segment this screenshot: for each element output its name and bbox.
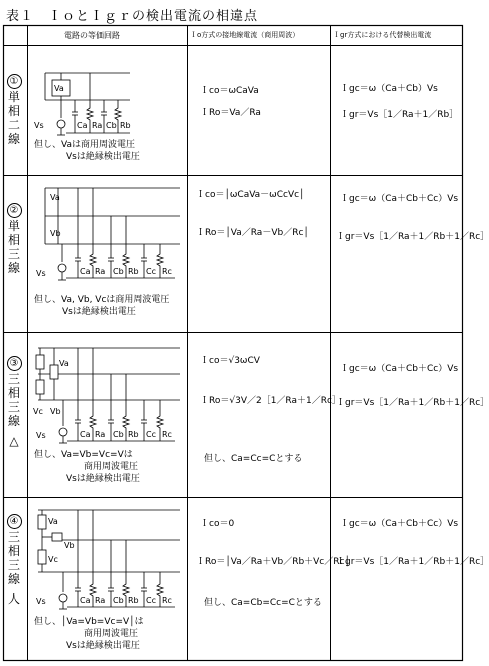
circuit-diagram-row1 xyxy=(45,73,130,135)
circuit-diagram-row4 xyxy=(38,510,180,609)
io-row4-line3: 但し、Ca=Cb=Cc=Cとする xyxy=(204,598,322,608)
svg-text:Va: Va xyxy=(54,84,64,93)
header-igr-method: Ｉgr方式における代替検出電流 xyxy=(333,31,432,39)
row-label-4: ④ 三 相 三 線 人 xyxy=(7,516,20,606)
svg-text:Vb: Vb xyxy=(64,541,75,550)
io-row2-line2: ＩRo＝│Va／Ra－Vb／Rc│ xyxy=(196,228,309,238)
header-circuit: 電路の等価回路 xyxy=(64,31,120,40)
note-row3-line2: 商用周波電圧 xyxy=(84,462,139,472)
svg-text:Cc: Cc xyxy=(146,596,156,605)
igr-row3-line2: Ｉgr＝Vs［1／Ra＋1／Rb＋1／Rc］ xyxy=(336,398,489,408)
svg-text:Vb: Vb xyxy=(50,407,61,416)
svg-text:Ra: Ra xyxy=(95,596,106,605)
note-row4-line3: Vsは絶縁検出電圧 xyxy=(66,641,140,651)
svg-text:Va: Va xyxy=(50,193,60,202)
svg-text:Ca: Ca xyxy=(80,267,91,276)
svg-text:Rb: Rb xyxy=(120,121,131,130)
svg-text:Rb: Rb xyxy=(128,430,139,439)
io-row1-line2: ＩRo＝Va／Ra xyxy=(200,108,261,118)
svg-text:Va: Va xyxy=(59,359,69,368)
svg-text:Vs: Vs xyxy=(36,597,46,606)
io-row3-line1: Ｉco＝√3ωCV xyxy=(200,356,260,366)
io-row3-line3: 但し、Ca=Cc=Cとする xyxy=(204,454,303,464)
note-row2-line1: 但し、Va, Vb, Vcは商用周波電圧 xyxy=(34,295,170,305)
svg-text:Ra: Ra xyxy=(95,430,106,439)
io-row1-line1: Ｉco＝ωCaVa xyxy=(200,86,259,96)
svg-text:Cc: Cc xyxy=(146,267,156,276)
svg-text:Rc: Rc xyxy=(162,596,172,605)
note-row2-line2: Vsは絶縁検出電圧 xyxy=(62,307,136,317)
row-label-1: ① 単 相 二 線 xyxy=(7,76,20,146)
svg-text:Vb: Vb xyxy=(50,229,61,238)
svg-text:Cb: Cb xyxy=(113,267,124,276)
svg-text:Rc: Rc xyxy=(162,267,172,276)
note-row4-line2: 商用周波電圧 xyxy=(84,629,139,639)
svg-text:Rb: Rb xyxy=(128,596,139,605)
svg-text:Rc: Rc xyxy=(162,430,172,439)
header-io-method: Ｉo方式の接地線電流（商用周波） xyxy=(190,31,300,39)
svg-text:Vs: Vs xyxy=(36,431,46,440)
circuit-diagram-row3 xyxy=(36,348,180,443)
svg-text:Ca: Ca xyxy=(77,121,88,130)
igr-row1-line1: Ｉgc＝ω（Ca＋Cb）Vs xyxy=(340,84,438,94)
io-row2-line1: Ｉco＝│ωCaVa－ωCcVc│ xyxy=(196,190,305,200)
note-row1-line1: 但し、Vaは商用周波電圧 xyxy=(34,140,135,150)
svg-text:Ra: Ra xyxy=(92,121,103,130)
row-label-3: ③ 三 相 三 線 △ xyxy=(7,358,20,448)
igr-row4-line1: Ｉgc＝ω（Ca＋Cb＋Cc）Vs xyxy=(340,519,459,529)
igr-row3-line1: Ｉgc＝ω（Ca＋Cb＋Cc）Vs xyxy=(340,364,459,374)
igr-row4-line2: Ｉgr＝Vs［1／Ra＋1／Rb＋1／Rc］ xyxy=(336,557,489,567)
svg-text:Cb: Cb xyxy=(113,430,124,439)
note-row3-line1: 但し、Va=Vb=Vc=Vは xyxy=(34,450,133,460)
svg-text:Ca: Ca xyxy=(80,596,91,605)
svg-text:Ra: Ra xyxy=(95,267,106,276)
row-label-2: ② 単 相 三 線 xyxy=(7,205,20,275)
svg-text:Vc: Vc xyxy=(33,407,43,416)
svg-text:Cb: Cb xyxy=(106,121,117,130)
svg-text:Cb: Cb xyxy=(113,596,124,605)
igr-row1-line2: Ｉgr＝Vs［1／Ra＋1／Rb］ xyxy=(340,110,459,120)
note-row4-line1: 但し、│Va=Vb=Vc=V│は xyxy=(34,617,144,627)
io-row4-line2: ＩRo＝│Va／Ra＋Vb／Rb＋Vc／Rc│ xyxy=(196,557,350,567)
svg-text:Rb: Rb xyxy=(128,267,139,276)
igr-row2-line1: Ｉgc＝ω（Ca＋Cb＋Cc）Vs xyxy=(340,194,459,204)
note-row1-line2: Vsは絶縁検出電圧 xyxy=(66,152,140,162)
table-title: 表１ ＩｏとＩｇｒの検出電流の相違点 xyxy=(6,9,259,24)
svg-text:Vs: Vs xyxy=(36,269,46,278)
svg-text:Vc: Vc xyxy=(48,555,58,564)
io-row4-line1: Ｉco＝0 xyxy=(200,519,235,529)
svg-text:Vs: Vs xyxy=(34,121,44,130)
svg-text:Cc: Cc xyxy=(146,430,156,439)
svg-text:Va: Va xyxy=(48,517,58,526)
note-row3-line3: Vsは絶縁検出電圧 xyxy=(66,474,140,484)
io-row3-line2: ＩRo＝√3V／2［1／Ra＋1／Rc］ xyxy=(200,396,341,406)
svg-text:Ca: Ca xyxy=(80,430,91,439)
igr-row2-line2: Ｉgr＝Vs［1／Ra＋1／Rb＋1／Rc］ xyxy=(336,232,489,242)
